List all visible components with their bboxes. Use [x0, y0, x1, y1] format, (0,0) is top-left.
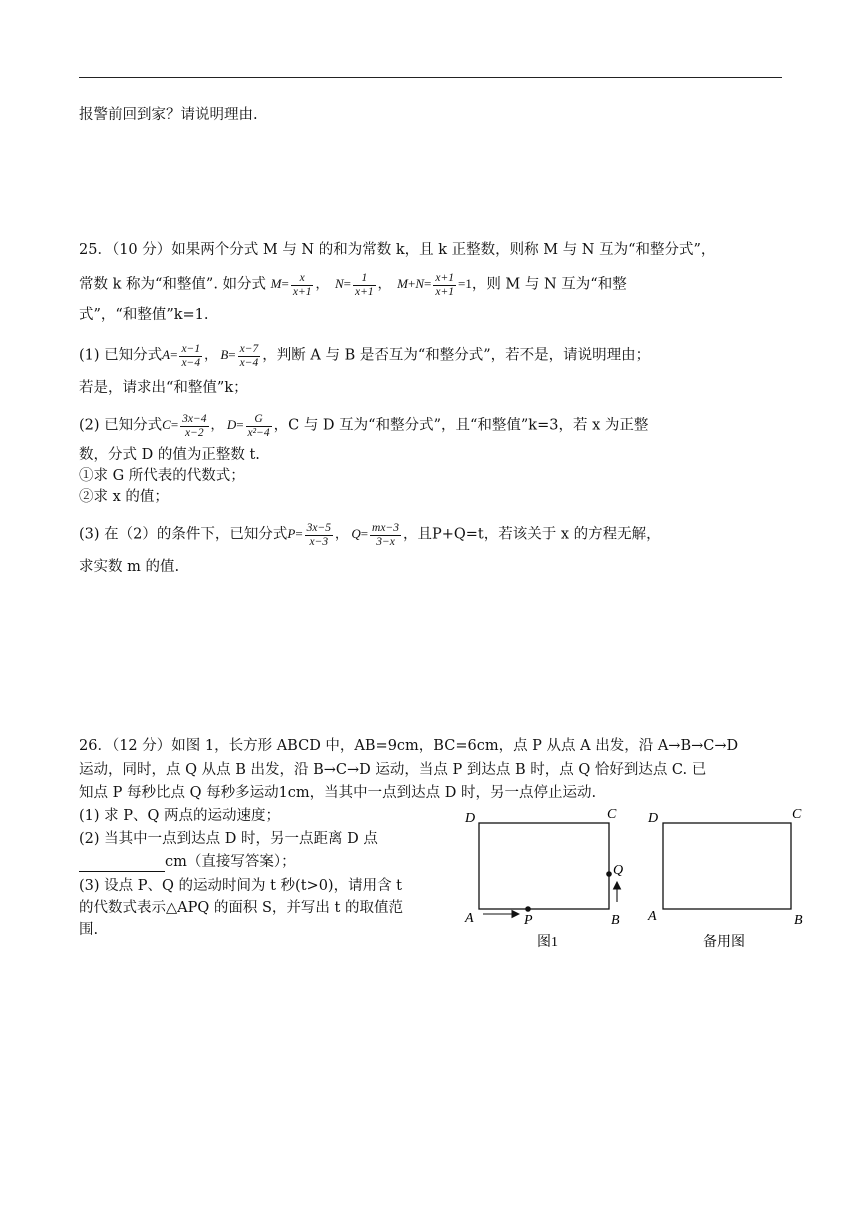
q26-line-6-text: cm（直接写答案）；: [165, 854, 296, 870]
q26-line-3: 知点 P 每秒比点 Q 每秒多运动1cm，当其中一点到达点 D 时，另一点停止运动.: [79, 785, 597, 801]
q26-line-1: 26．（12 分）如图 1，长方形 ABCD 中，AB=9cm，BC=6cm，点 P 从点 A 出发，沿 A→B→C→D: [79, 738, 739, 754]
q25-part3-text: ，且P+Q=t，若该关于 x 的方程无解，: [402, 526, 661, 543]
q25-part2-text: ，C 与 D 互为“和整分式”，且“和整值”k=3，若 x 为正整: [273, 417, 649, 434]
q25-line-2-tail: ，则 M 与 N 互为“和整: [471, 276, 627, 293]
q25-line-8: ①求 G 所代表的代数式；: [79, 468, 245, 484]
caption-fig1: 图1: [537, 935, 558, 950]
q26-line-7: (3) 设点 P、Q 的运动时间为 t 秒(t>0)，请用含 t: [79, 878, 403, 894]
label-C-fig1: C: [607, 807, 617, 822]
rectangle-abcd-fig2: [663, 823, 791, 909]
q26-line-2: 运动，同时，点 Q 从点 B 出发，沿 B→C→D 运动，当点 P 到达点 B 时，点 Q 恰好到达点 C. 已: [79, 762, 707, 778]
label-P-fig1: P: [524, 913, 533, 928]
point-P: [525, 906, 531, 912]
label-A-fig1: A: [465, 911, 474, 926]
q25-line-5: 若是，请求出“和整值”k；: [79, 380, 248, 396]
q25-line-4: [79, 343, 650, 370]
q25-line-2: [79, 272, 627, 299]
q25-line-11: 求实数 m 的值.: [79, 559, 180, 575]
q25-line-10: [79, 522, 661, 549]
q26-line-5: (2) 当其中一点到达点 D 时，另一点距离 D 点: [79, 831, 378, 847]
q25-line-1: 25．（10 分）如果两个分式 M 与 N 的和为常数 k，且 k 正整数，则称 M 与 N 互为“和整分式”，: [79, 242, 716, 258]
q26-line-8: 的代数式表示△APQ 的面积 S，并写出 t 的取值范: [79, 900, 403, 916]
q25-part3-label: (3) 在（2）的条件下，已知分式: [79, 526, 288, 543]
q25-line-3: 式”，“和整值”k=1.: [79, 307, 209, 323]
formula-M: M= $\frac{x}{x+1}$ ， N= $\frac{1}{x+1}$ ， M+N= $\frac{x+1}{x+1}$ =1: [270, 272, 472, 298]
rectangle-figures: [455, 800, 815, 960]
q25-line-9: ②求 x 的值；: [79, 489, 169, 505]
caption-fig2: 备用图: [703, 935, 745, 950]
rectangle-abcd-fig1: [479, 823, 609, 909]
q26-line-9: 围.: [79, 922, 99, 938]
answer-blank[interactable]: [79, 857, 165, 872]
label-B-fig1: B: [611, 913, 620, 928]
q25-line-6: [79, 413, 648, 440]
q25-part2-label: (2) 已知分式: [79, 417, 163, 434]
label-C-fig2: C: [792, 807, 802, 822]
formula-AB: A= $\frac{x-1}{x-4}$ ， B= $\frac{x-7}{x-4}$: [162, 343, 259, 369]
formula-PQ: P= $\frac{3x-5}{x-3}$ ， Q= $\frac{mx-3}{3-x}$: [287, 522, 399, 548]
q25-line-2-text: 常数 k 称为“和整值”. 如分式: [79, 276, 267, 293]
q25-part1-text: ，判断 A 与 B 是否互为“和整分式”，若不是，请说明理由；: [262, 347, 651, 364]
continued-text: 报警前回到家？请说明理由.: [79, 107, 258, 123]
point-Q: [606, 871, 612, 877]
formula-CD: C= $\frac{3x-4}{x-2}$ ， D= $\frac{G}{\text{x²−4}}$: [162, 413, 270, 439]
header-rule: [79, 77, 782, 78]
label-A-fig2: A: [648, 909, 657, 924]
q25-line-7: 数，分式 D 的值为正整数 t.: [79, 447, 260, 463]
q26-line-4: (1) 求 P、Q 两点的运动速度；: [79, 808, 281, 824]
label-D-fig2: D: [648, 811, 659, 826]
q26-line-6: [79, 852, 296, 872]
label-Q-fig1: Q: [613, 863, 624, 878]
q25-part1-label: (1) 已知分式: [79, 347, 163, 364]
label-D-fig1: D: [465, 811, 476, 826]
label-B-fig2: B: [794, 913, 803, 928]
figures-svg: [455, 800, 815, 960]
